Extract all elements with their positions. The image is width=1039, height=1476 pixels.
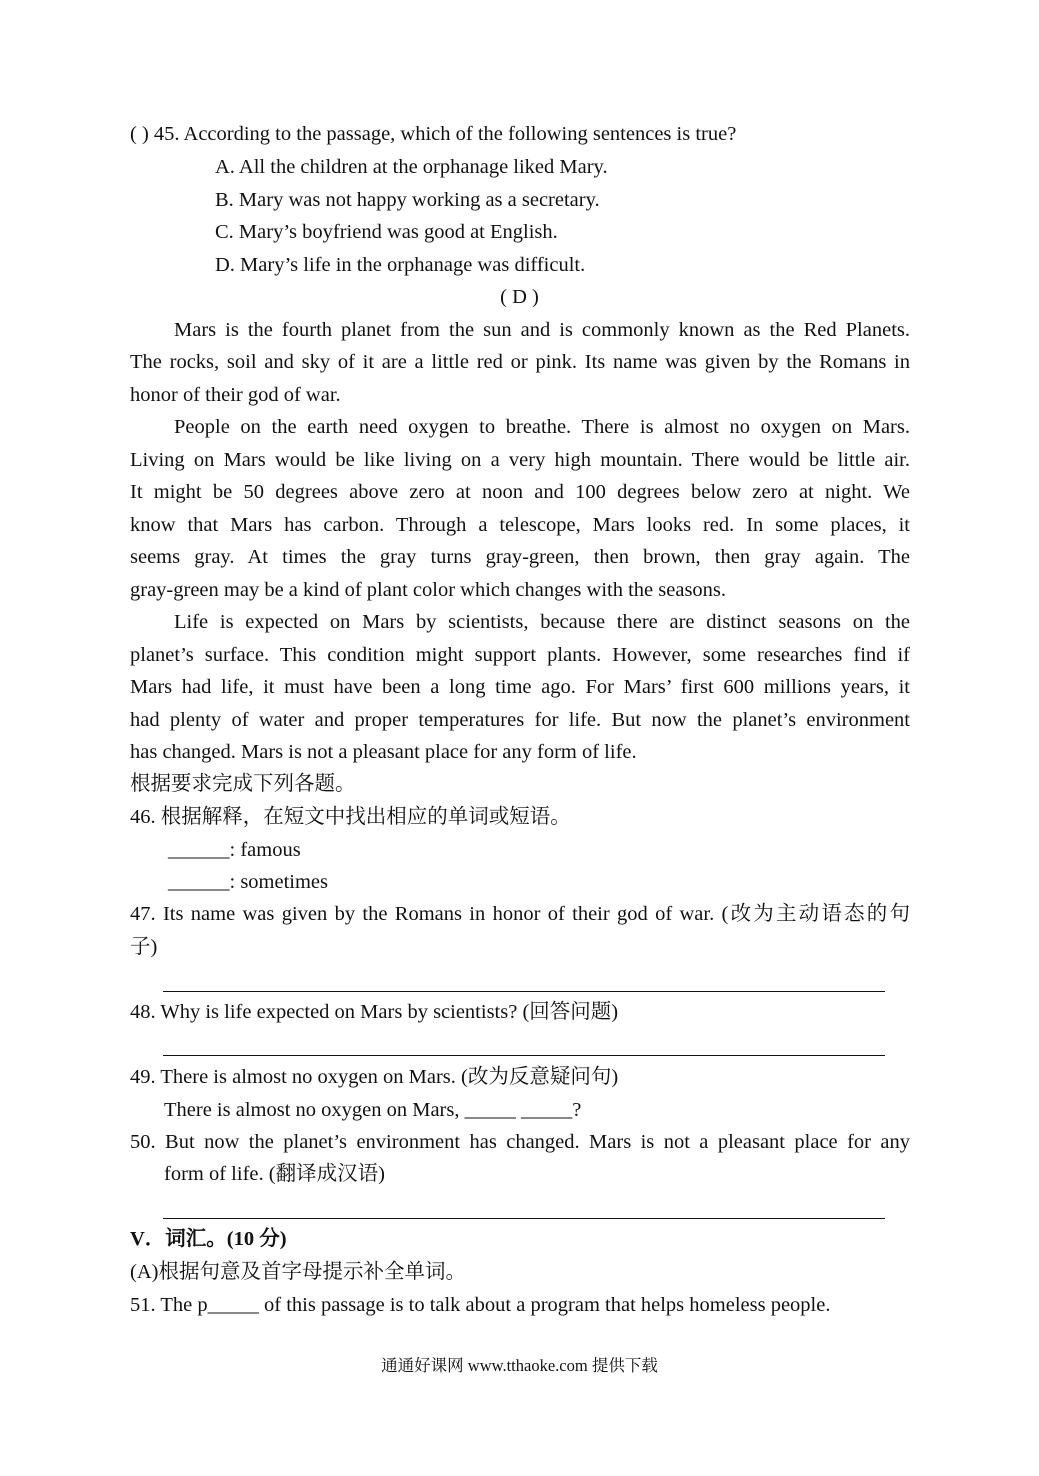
- q50-answer-line: [163, 1218, 885, 1219]
- passage-p2-line: Living on Mars would be like living on a very high mountain. There would be little air.: [130, 449, 910, 471]
- passage-p2-line: It might be 50 degrees above zero at noon and 100 degrees below zero at night. We: [130, 481, 910, 503]
- question-49-line2: There is almost no oxygen on Mars, _____ _____?: [164, 1099, 582, 1121]
- passage-p2-line: know that Mars has carbon. Through a telescope, Mars looks red. In some places, it: [130, 514, 910, 536]
- question-50-line2: form of life. (翻译成汉语): [164, 1163, 385, 1185]
- passage-p3-line: Life is expected on Mars by scientists, because there are distinct seasons on the: [174, 611, 910, 633]
- passage-p3-line: planet’s surface. This condition might support plants. However, some researches find if: [130, 644, 910, 666]
- question-49-line1: 49. There is almost no oxygen on Mars. (改为反意疑问句): [130, 1066, 619, 1088]
- q45-option-b: B. Mary was not happy working as a secretary.: [215, 189, 600, 211]
- question-47-line1: 47. Its name was given by the Romans in honor of their god of war. (改为主动语态的句: [130, 903, 910, 925]
- passage-p2-line: gray-green may be a kind of plant color which changes with the seasons.: [130, 579, 727, 601]
- question-50-line1: 50. But now the planet’s environment has changed. Mars is not a pleasant place for any: [130, 1131, 910, 1153]
- q46-item-famous: ______: famous: [168, 839, 301, 861]
- section-v-heading: V．词汇。(10 分): [130, 1228, 287, 1250]
- task-instruction: 根据要求完成下列各题。: [130, 773, 356, 795]
- passage-p3-line: had plenty of water and proper temperatures for life. But now the planet’s environment: [130, 709, 910, 731]
- q45-option-d: D. Mary’s life in the orphanage was difficult.: [215, 254, 586, 276]
- passage-p1-line: honor of their god of war.: [130, 384, 341, 406]
- page-footer: 通通好课网 www.tthaoke.com 提供下载: [381, 1356, 658, 1375]
- question-47-line2: 子): [130, 936, 158, 958]
- question-45-stem: ( ) 45. According to the passage, which of the following sentences is true?: [130, 123, 737, 145]
- q45-option-a: A. All the children at the orphanage liked Mary.: [215, 156, 608, 178]
- passage-p3-line: has changed. Mars is not a pleasant place for any form of life.: [130, 741, 637, 763]
- question-51: 51. The p_____ of this passage is to talk about a program that helps homeless people.: [130, 1294, 831, 1316]
- q47-answer-line: [163, 991, 885, 992]
- q46-item-sometimes: ______: sometimes: [168, 871, 329, 893]
- passage-p2-line: seems gray. At times the gray turns gray-green, then brown, then gray again. The: [130, 546, 910, 568]
- section-d-label: ( D ): [500, 286, 539, 308]
- passage-p2-line: People on the earth need oxygen to breathe. There is almost no oxygen on Mars.: [174, 416, 910, 438]
- passage-p3-line: Mars had life, it must have been a long time ago. For Mars’ first 600 millions years, it: [130, 676, 910, 698]
- q48-answer-line: [163, 1055, 885, 1056]
- section-v-sub-a: (A)根据句意及首字母提示补全单词。: [130, 1261, 466, 1283]
- q45-option-c: C. Mary’s boyfriend was good at English.: [215, 221, 558, 243]
- question-48: 48. Why is life expected on Mars by scientists? (回答问题): [130, 1001, 619, 1023]
- question-46-stem: 46. 根据解释，在短文中找出相应的单词或短语。: [130, 806, 571, 828]
- passage-p1-line: Mars is the fourth planet from the sun and is commonly known as the Red Planets.: [174, 319, 910, 341]
- passage-p1-line: The rocks, soil and sky of it are a little red or pink. Its name was given by the Romans in: [130, 351, 910, 373]
